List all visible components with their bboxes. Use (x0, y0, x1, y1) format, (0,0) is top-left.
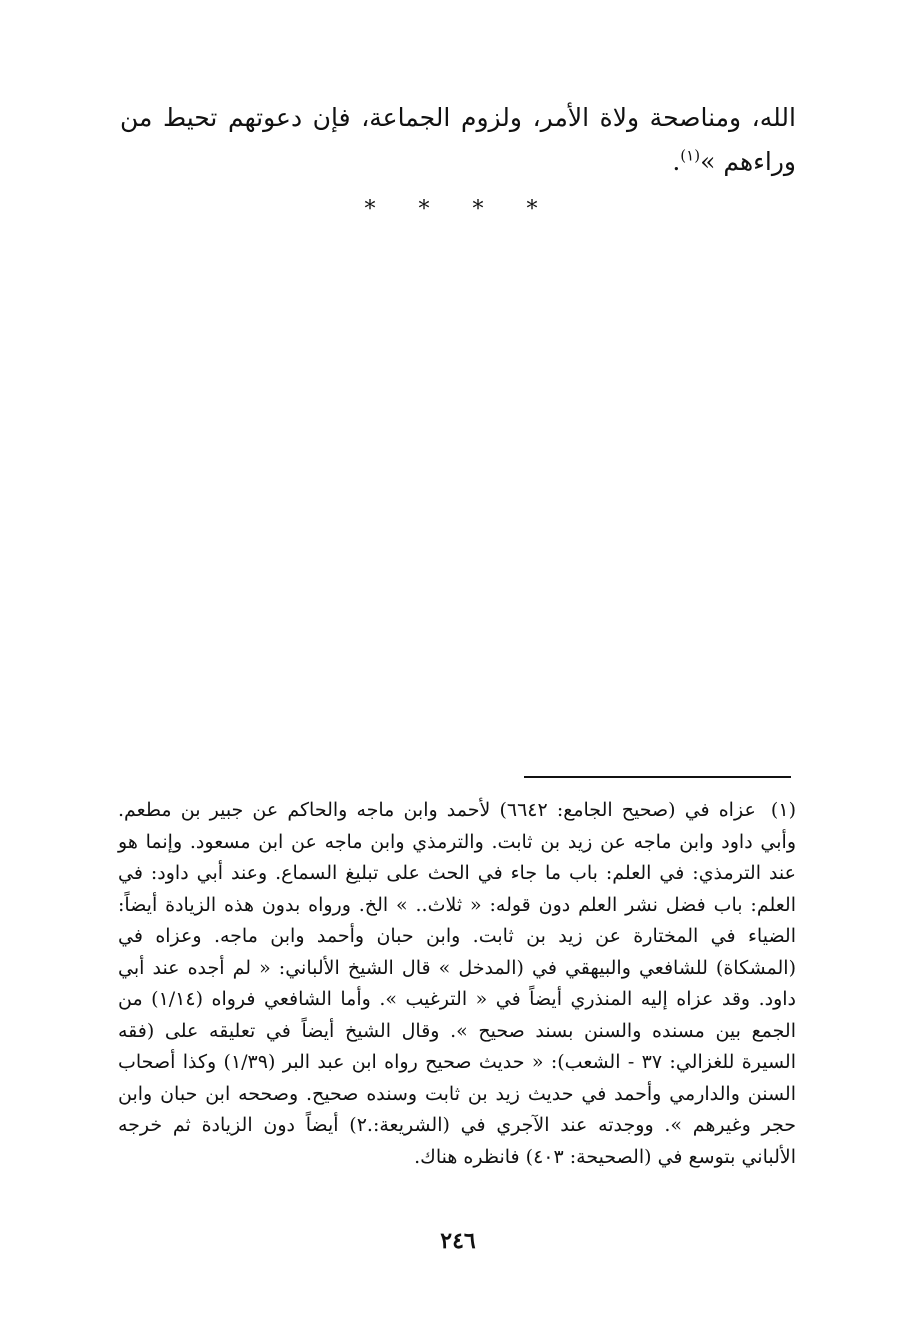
page-number: ٢٤٦ (440, 1228, 476, 1254)
main-paragraph-end: . (672, 147, 681, 176)
main-paragraph-text: الله، ومناصحة ولاة الأمر، ولزوم الجماعة، فإن دعوتهم تحيط من وراءهم » (120, 103, 796, 176)
footnote-marker: (١) (770, 799, 796, 821)
footnote-text: عزاه في (صحيح الجامع: ٦٦٤٢) لأحمد وابن ماجه والحاكم عن جبير بن مطعم. وأبي داود وابن ماجه عن زيد بن ثابت. والترمذي وابن ماجه عن ابن مسعود. وإنما هو عند الترمذي: في العلم: باب ما جاء في الحث على تبليغ السماع. وعند أبي داود: في العلم: باب فضل نشر العلم دون قوله: « ثلاث.. » الخ. ورواه بدون هذه الزيادة أيضاً: الضياء في المختارة عن زيد بن ثابت. وابن حبان وأحمد وابن ماجه. وعزاه في (المشكاة) للشافعي والبيهقي في (المدخل » قال الشيخ الألباني: « لم أجده عند أبي داود. وقد عزاه إليه المنذري أيضاً في « الترغيب ». وأما الشافعي فرواه (١/١٤) من الجمع بين مسنده والسنن بسند صحيح ». وقال الشيخ أيضاً في تعليقه على (فقه السيرة للغزالي: ٣٧ - الشعب): « حديث صحيح رواه ابن عبد البر (١/٣٩) وكذا أصحاب السنن والدارمي وأحمد في حديث زيد بن ثابت وسنده صحيح. وصححه ابن حبان وابن حجر وغيرهم ». ووجدته عند الآجري في (الشريعة:.٢) أيضاً دون الزيادة ثم خرجه الألباني بتوسع في (الصحيحة: ٤٠٣) فانظره هناك. (118, 799, 797, 1168)
footnote-reference: (١) (680, 146, 701, 165)
footnote-block (118, 795, 796, 1173)
main-paragraph (120, 96, 796, 184)
main-text-block (120, 96, 796, 184)
footnote-divider (524, 776, 791, 778)
section-separator-stars: * * * * (364, 197, 556, 222)
